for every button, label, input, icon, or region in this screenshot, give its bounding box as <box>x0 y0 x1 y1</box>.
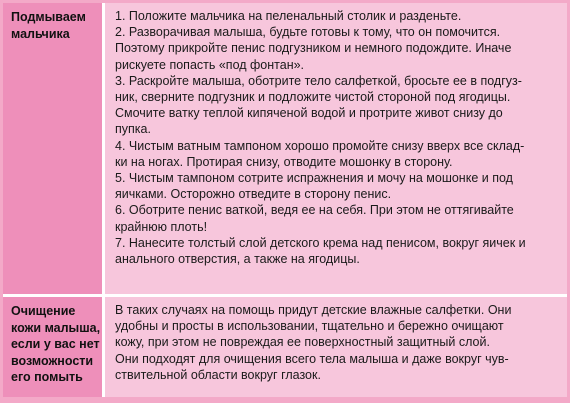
care-instructions-table <box>3 3 567 397</box>
row-label-line: его помыть <box>11 370 83 384</box>
row-label-line: если у вас нет <box>11 337 100 351</box>
row-label <box>3 297 102 386</box>
body-line: 3. Раскройте малыша, оботрите тело салфеткой, бросьте ее в подгуз- <box>115 73 522 88</box>
body-line: 4. Чистым ватным тампоном хорошо промойте снизу вверх все склад- <box>115 138 525 153</box>
body-line: Смочите ватку теплой кипяченой водой и протрите живот снизу до <box>115 106 503 121</box>
body-line: 1. Положите мальчика на пеленальный столик и разденьте. <box>115 9 462 23</box>
body-line: ник, сверните подгузник и подложите чистой стороной под ягодицы. <box>115 90 511 105</box>
row-label-cell <box>3 294 105 397</box>
body-line: 6. Оботрите пенис ваткой, ведя ее на себя. При этом не оттягивайте <box>115 203 514 218</box>
row-label-line: мальчика <box>11 26 70 41</box>
body-line: крайнюю плоть! <box>115 219 208 234</box>
body-line: пупка. <box>115 122 151 137</box>
body-line: удобны и просты в использовании, тщательно и бережно очищают <box>115 319 504 334</box>
row-body-cell <box>105 3 567 294</box>
body-line: В таких случаях на помощь придут детские влажные салфетки. Они <box>115 303 512 317</box>
body-line: яичками. Осторожно отведите в сторону пенис. <box>115 187 392 202</box>
body-line: Они подходят для очищения всего тела малыша и даже вокруг чув- <box>115 351 509 366</box>
row-label-line: кожи малыша, <box>11 320 101 335</box>
row-body-cell <box>105 294 567 397</box>
body-line: ствительной области вокруг глазок. <box>115 367 321 382</box>
row-body-text <box>105 3 567 267</box>
body-line: ки на ногах. Протирая снизу, отводите мошонку в сторону. <box>115 154 453 169</box>
body-line: 7. Нанесите толстый слой детского крема над пенисом, вокруг яичек и <box>115 235 526 250</box>
row-label-line: возможности <box>11 353 94 368</box>
body-line: анального отверстия, а также на ягодицы. <box>115 252 360 267</box>
row-label-cell <box>3 3 105 294</box>
row-label-line: Очищение <box>11 304 76 318</box>
body-line: Поэтому прикройте пенис подгузником и немного подождите. Иначе <box>115 41 512 56</box>
row-label-line: Подмываем <box>11 10 86 24</box>
body-line: кожу, при этом не повреждая ее поверхностный защитный слой. <box>115 335 490 350</box>
body-line: 2. Разворачивая малыша, будьте готовы к тому, что он помочится. <box>115 25 501 40</box>
body-line: 5. Чистым тампоном сотрите испражнения и мочу на мошонке и под <box>115 171 513 186</box>
body-line: рискуете попасть «под фонтан». <box>115 57 305 72</box>
table-row-boy-washing <box>3 3 567 294</box>
row-label <box>3 3 102 42</box>
table-row-skin-cleaning <box>3 294 567 397</box>
row-body-text <box>105 297 567 383</box>
